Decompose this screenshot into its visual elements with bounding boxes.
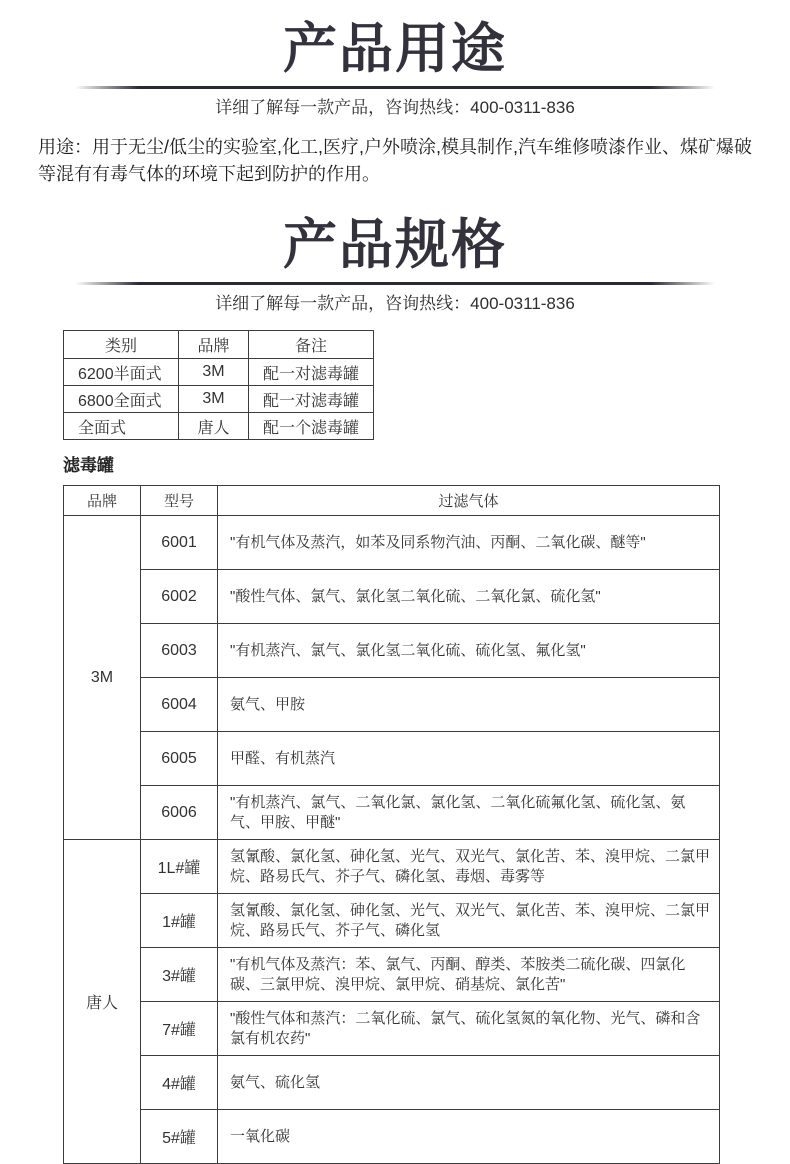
hotline-subtitle: 详细了解每一款产品，咨询热线：400-0311-836 (215, 98, 575, 117)
model-cell: 6006 (141, 786, 218, 840)
gases-cell: 氨气、硫化氢 (218, 1056, 720, 1110)
model-cell: 7#罐 (141, 1002, 218, 1056)
header-note: 备注 (249, 331, 374, 359)
brand-cell: 唐人 (179, 413, 249, 440)
category-cell: 6200半面式 (64, 359, 179, 386)
table-row (64, 840, 720, 894)
table-row (64, 359, 374, 386)
model-cell: 1L#罐 (141, 840, 218, 894)
gases-cell: 一氧化碳 (218, 1110, 720, 1164)
brand-cell: 3M (179, 386, 249, 413)
note-cell: 配一对滤毒罐 (249, 386, 374, 413)
model-cell: 1#罐 (141, 894, 218, 948)
canister-table (63, 485, 720, 1164)
model-cell: 6002 (141, 570, 218, 624)
gases-cell: "有机蒸汽、氯气、二氧化氯、氯化氢、二氧化硫氟化氢、硫化氢、氨气、甲胺、甲醚" (218, 786, 720, 840)
page-title-spec: 产品规格 (283, 215, 507, 275)
model-cell: 6004 (141, 678, 218, 732)
header-brand: 品牌 (64, 486, 141, 516)
gases-cell: "有机气体及蒸汽：苯、氯气、丙酮、醇类、苯胺类二硫化碳、四氯化碳、三氯甲烷、溴甲烷、氯甲烷、硝基烷、氯化苦" (218, 948, 720, 1002)
table-row (64, 894, 720, 948)
note-cell: 配一个滤毒罐 (249, 413, 374, 440)
header-model: 型号 (141, 486, 218, 516)
title-divider-line (75, 86, 715, 89)
gases-cell: 氢氰酸、氯化氢、砷化氢、光气、双光气、氯化苦、苯、溴甲烷、二氯甲烷、路易氏气、芥子气、磷化氢、毒烟、毒雾等 (218, 840, 720, 894)
product-detail-page (0, 19, 790, 1147)
mask-type-table (63, 330, 374, 440)
brand-cell: 3M (179, 359, 249, 386)
header-category: 类别 (64, 331, 179, 359)
hotline-subtitle: 详细了解每一款产品，咨询热线：400-0311-836 (215, 294, 575, 313)
table-row (64, 516, 720, 570)
table-row (64, 948, 720, 1002)
table-row (64, 732, 720, 786)
table-row (64, 786, 720, 840)
model-cell: 6005 (141, 732, 218, 786)
title-divider-line (75, 282, 715, 285)
table-row (64, 624, 720, 678)
table-row (64, 1002, 720, 1056)
model-cell: 6001 (141, 516, 218, 570)
brand-cell: 3M (64, 516, 141, 840)
usage-paragraph: 用途：用于无尘/低尘的实验室,化工,医疗,户外喷涂,模具制作,汽车维修喷漆作业、煤矿爆破等混有有毒气体的环境下起到防护的作用。 (38, 137, 753, 184)
gases-cell: 氢氰酸、氯化氢、砷化氢、光气、双光气、氯化苦、苯、溴甲烷、二氯甲烷、路易氏气、芥子气、磷化氢 (218, 894, 720, 948)
gases-cell: "有机气体及蒸汽，如苯及同系物汽油、丙酮、二氧化碳、醚等" (218, 516, 720, 570)
note-cell: 配一对滤毒罐 (249, 359, 374, 386)
table-row (64, 678, 720, 732)
table-header-row (64, 331, 374, 359)
table-row (64, 386, 374, 413)
table-row (64, 1056, 720, 1110)
header-brand: 品牌 (179, 331, 249, 359)
category-cell: 6800全面式 (64, 386, 179, 413)
table-row (64, 570, 720, 624)
model-cell: 5#罐 (141, 1110, 218, 1164)
table-row (64, 413, 374, 440)
table-header-row (64, 486, 720, 516)
gases-cell: 氨气、甲胺 (218, 678, 720, 732)
gases-cell: "酸性气体和蒸汽：二氧化硫、氯气、硫化氢氮的氧化物、光气、磷和含氯有机农药" (218, 1002, 720, 1056)
table-row (64, 1110, 720, 1164)
brand-cell: 唐人 (64, 840, 141, 1164)
model-cell: 6003 (141, 624, 218, 678)
page-title-use: 产品用途 (283, 19, 507, 79)
category-cell: 全面式 (64, 413, 179, 440)
header-gases: 过滤气体 (218, 486, 720, 516)
gases-cell: "有机蒸汽、氯气、氯化氢二氧化硫、硫化氢、氟化氢" (218, 624, 720, 678)
model-cell: 3#罐 (141, 948, 218, 1002)
gases-cell: 甲醛、有机蒸汽 (218, 732, 720, 786)
gases-cell: "酸性气体、氯气、氯化氢二氧化硫、二氧化氯、硫化氢" (218, 570, 720, 624)
model-cell: 4#罐 (141, 1056, 218, 1110)
canister-section-heading: 滤毒罐 (63, 456, 114, 475)
